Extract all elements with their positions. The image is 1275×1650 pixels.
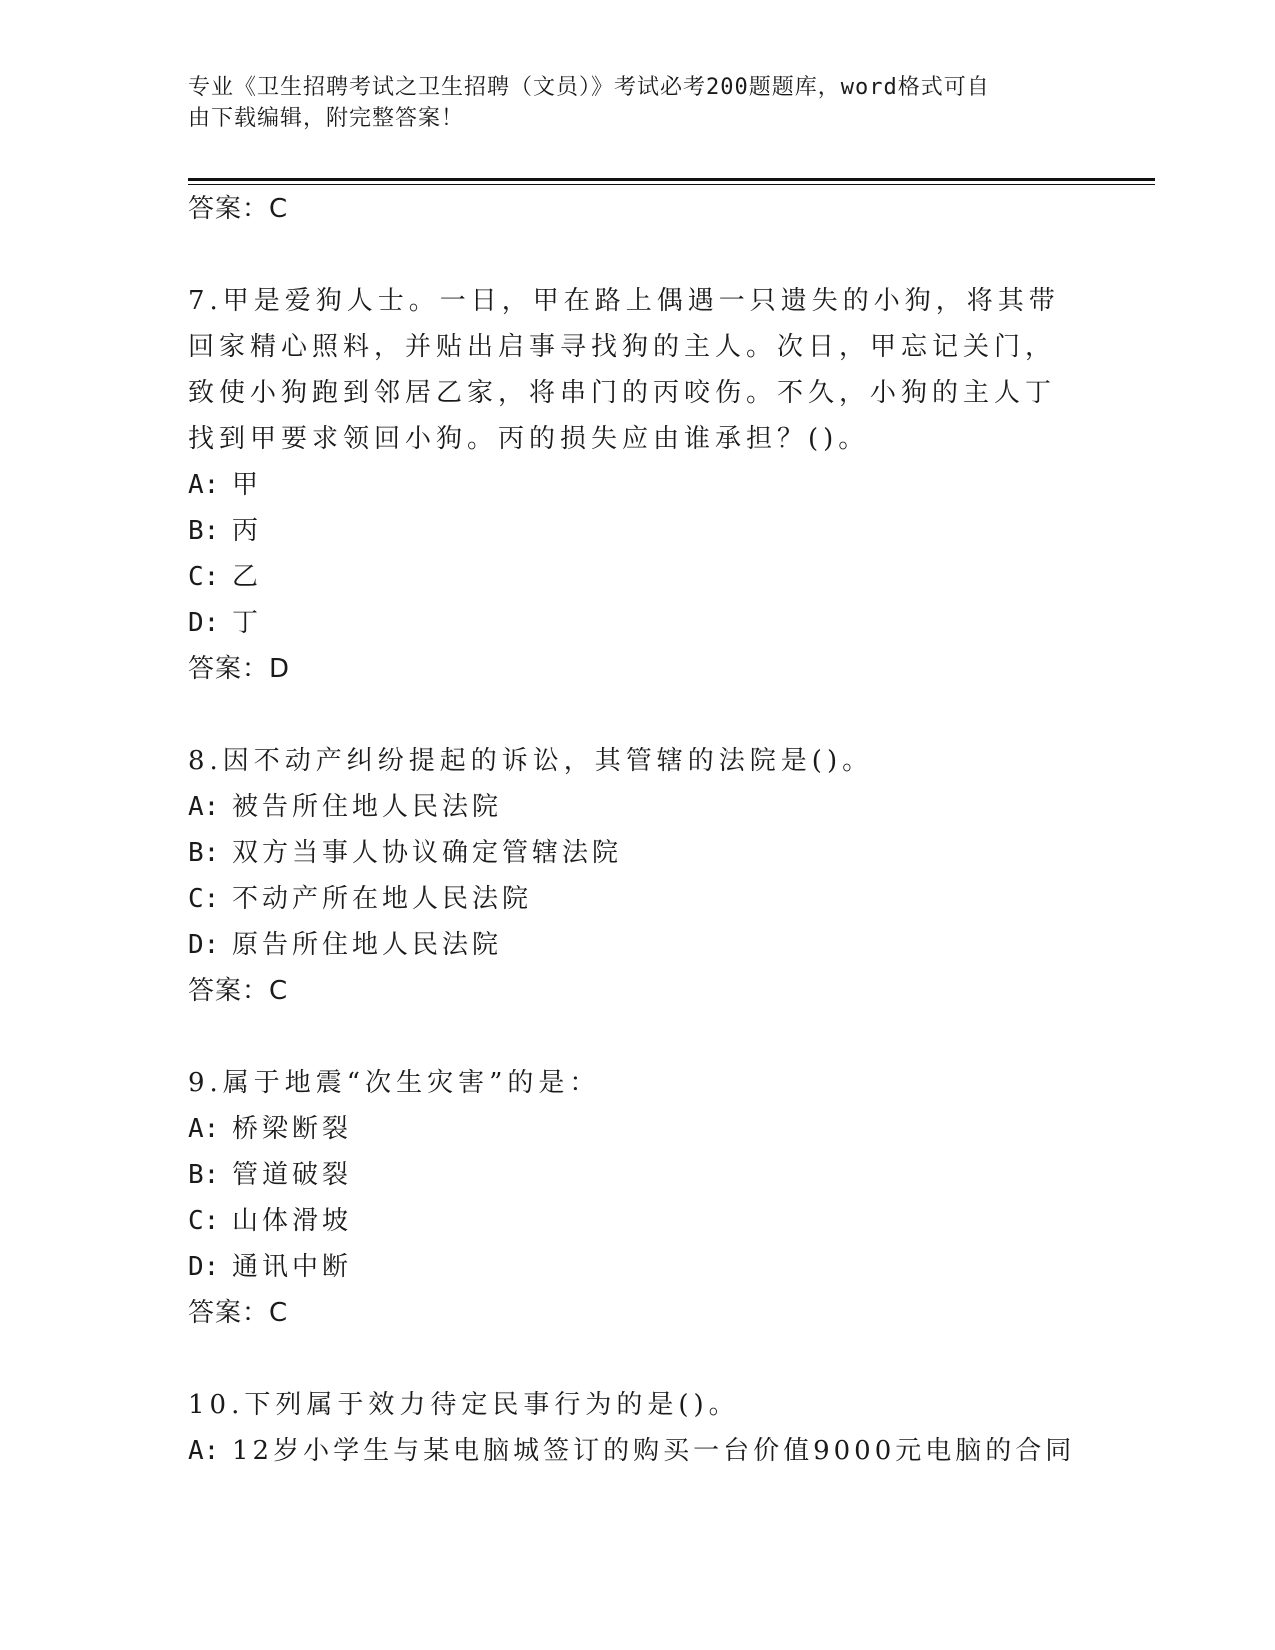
header-line-2: 由下载编辑，附完整答案！: [188, 106, 465, 131]
option-text: 被告所住地人民法院: [232, 792, 503, 822]
question-text: 9.属于地震“次生灾害”的是：: [188, 1068, 601, 1098]
option-c: [188, 554, 1068, 600]
option-b: [188, 508, 1068, 554]
option-text: 管道破裂: [232, 1160, 353, 1190]
option-key: D:: [188, 930, 220, 960]
option-text: 通讯中断: [232, 1252, 353, 1282]
option-b: [188, 830, 1068, 876]
option-d: [188, 600, 1068, 646]
option-text: 乙: [232, 562, 263, 592]
option-key: A:: [188, 792, 220, 822]
option-a: [188, 1428, 1076, 1474]
option-text: 甲: [232, 470, 263, 500]
option-c: [188, 1198, 1068, 1244]
option-key: A:: [188, 1114, 220, 1144]
option-text: 不动产所在地人民法院: [232, 884, 533, 914]
header-divider-thick: [188, 178, 1155, 181]
question-answer: 答案：C: [188, 976, 289, 1006]
question-10: [188, 1382, 1076, 1474]
option-text: 丙: [232, 516, 263, 546]
document-header: [188, 72, 1068, 134]
option-key: A:: [188, 1436, 220, 1466]
option-key: B:: [188, 1160, 220, 1190]
header-line-1: 专业《卫生招聘考试之卫生招聘（文员）》考试必考200题题库，word格式可自: [188, 75, 990, 100]
option-text: 原告所住地人民法院: [232, 930, 503, 960]
option-b: [188, 1152, 1068, 1198]
question-9: [188, 1060, 1068, 1336]
option-key: A:: [188, 470, 220, 500]
option-c: [188, 876, 1068, 922]
question-8: [188, 738, 1068, 1014]
option-text: 山体滑坡: [232, 1206, 353, 1236]
option-text: 双方当事人协议确定管辖法院: [232, 838, 623, 868]
question-text: 10.下列属于效力待定民事行为的是()。: [188, 1390, 740, 1420]
option-a: [188, 462, 1068, 508]
option-key: C:: [188, 562, 220, 592]
option-d: [188, 922, 1068, 968]
option-a: [188, 1106, 1068, 1152]
option-key: D:: [188, 1252, 220, 1282]
option-key: B:: [188, 516, 220, 546]
option-key: C:: [188, 884, 220, 914]
question-answer: 答案：D: [188, 654, 291, 684]
question-answer: 答案：C: [188, 1298, 289, 1328]
question-list: [188, 186, 1076, 1474]
option-d: [188, 1244, 1068, 1290]
question-text: 8.因不动产纠纷提起的诉讼，其管辖的法院是()。: [188, 746, 874, 776]
previous-answer: 答案：C: [188, 194, 289, 224]
option-key: B:: [188, 838, 220, 868]
option-key: C:: [188, 1206, 220, 1236]
option-text: 桥梁断裂: [232, 1114, 353, 1144]
question-7: [188, 278, 1068, 692]
question-text: 7.甲是爱狗人士。一日，甲在路上偶遇一只遗失的小狗，将其带回家精心照料，并贴出启事寻找狗的主人。次日，甲忘记关门，致使小狗跑到邻居乙家，将串门的丙咬伤。不久，小狗的主人丁找到甲要求领回小狗。丙的损失应由谁承担？()。: [188, 286, 1060, 454]
option-text: 丁: [232, 608, 263, 638]
option-a: [188, 784, 1068, 830]
header-divider-thin: [188, 184, 1155, 185]
option-key: D:: [188, 608, 220, 638]
option-text: 12岁小学生与某电脑城签订的购买一台价值9000元电脑的合同: [232, 1436, 1076, 1466]
